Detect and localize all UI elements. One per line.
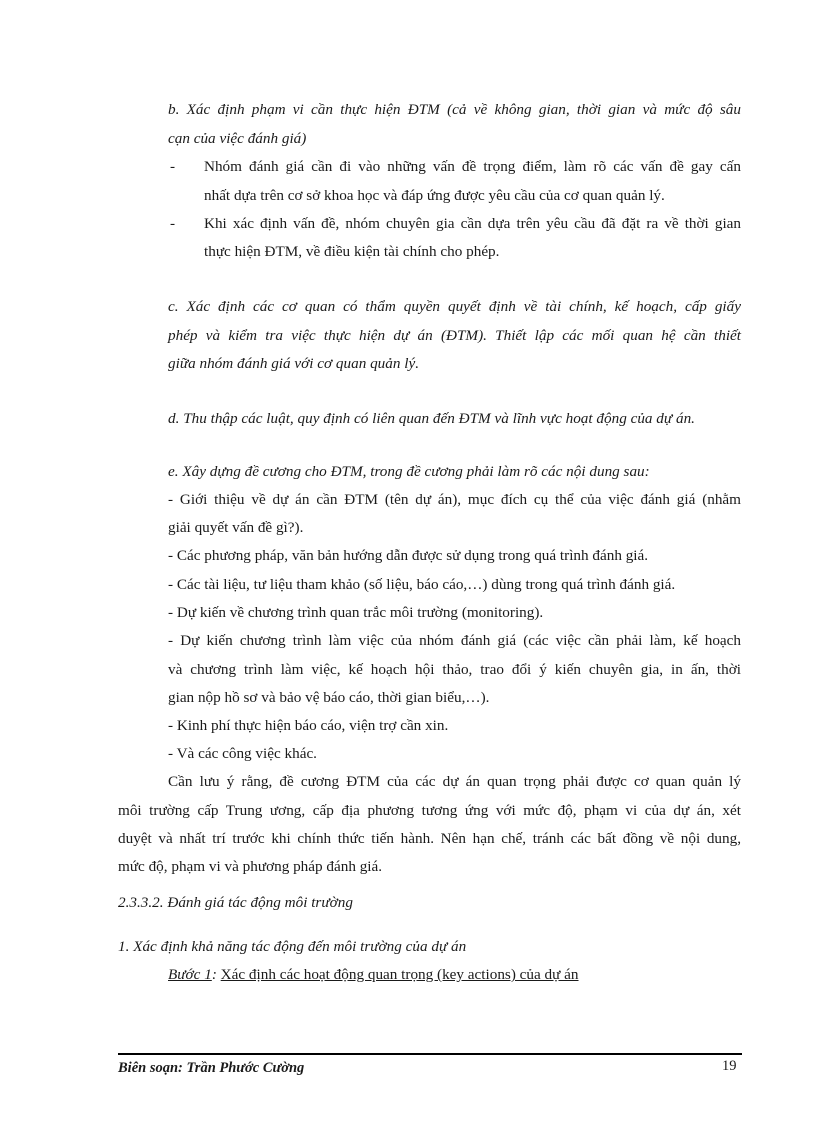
section-c-line-1: c. Xác định các cơ quan có thẩm quyền quyết định về tài chính, kế hoạch, cấp giấy <box>168 298 741 315</box>
section-e-item-3: - Các tài liệu, tư liệu tham khảo (số liệu, báo cáo,…) dùng trong quá trình đánh giá. <box>168 576 676 593</box>
section-e-title: e. Xây dựng đề cương cho ĐTM, trong đề cương phải làm rõ các nội dung sau: <box>168 463 650 480</box>
section-b-bullet-1-line-1: Nhóm đánh giá cần đi vào những vấn đề trọng điểm, làm rõ các vấn đề gay cấn <box>204 158 741 175</box>
bullet-dash: - <box>170 215 176 232</box>
section-e-item-4: - Dự kiến về chương trình quan trắc môi trường (monitoring). <box>168 604 544 621</box>
section-e-item-2: - Các phương pháp, văn bản hướng dẫn được sử dụng trong quá trình đánh giá. <box>168 547 649 564</box>
step-1-label: Bước 1 <box>168 966 212 983</box>
section-e-item-6: - Kinh phí thực hiện báo cáo, viện trợ cần xin. <box>168 717 449 734</box>
footer-author: Biên soạn: Trần Phước Cường <box>118 1060 305 1076</box>
paragraph-line-2: môi trường cấp Trung ương, cấp địa phương tương ứng với mức độ, phạm vi của dự án, xét <box>118 802 741 819</box>
section-b-bullet-2-line-2: thực hiện ĐTM, về điều kiện tài chính cho phép. <box>204 243 500 260</box>
footer-rule <box>118 1053 742 1055</box>
step-1-text: Xác định các hoạt động quan trọng (key actions) của dự án <box>220 966 579 983</box>
paragraph-line-4: mức độ, phạm vi và phương pháp đánh giá. <box>118 858 383 875</box>
section-b-bullet-1-line-2: nhất dựa trên cơ sở khoa học và đáp ứng được yêu cầu của cơ quan quản lý. <box>204 187 665 204</box>
numbered-heading: 1. Xác định khả năng tác động đến môi trường của dự án <box>118 938 467 955</box>
section-e-item-1-line-1: - Giới thiệu về dự án cần ĐTM (tên dự án), mục đích cụ thể của việc đánh giá (nhằm <box>168 491 741 508</box>
section-e-item-5-line-1: - Dự kiến chương trình làm việc của nhóm đánh giá (các việc cần phải làm, kế hoạch <box>168 632 741 649</box>
section-e-item-7: - Và các công việc khác. <box>168 745 317 762</box>
section-b-bullet-2-line-1: Khi xác định vấn đề, nhóm chuyên gia cần dựa trên yêu cầu đã đặt ra về thời gian <box>204 215 741 232</box>
bullet-dash: - <box>170 158 176 175</box>
section-e-item-5-line-3: gian nộp hồ sơ và bảo vệ báo cáo, thời gian biểu,…). <box>168 689 490 706</box>
section-e-item-1-line-2: giải quyết vấn đề gì?). <box>168 519 304 536</box>
paragraph-line-3: duyệt và nhất trí trước khi chính thức tiến hành. Nên hạn chế, tránh các bất đồng về nội dung, <box>118 830 741 847</box>
step-1-colon: : <box>211 966 217 983</box>
section-e-item-5-line-2: và chương trình làm việc, kế hoạch hội thảo, trao đổi ý kiến chuyên gia, in ấn, thời <box>168 661 741 678</box>
section-c-line-2: phép và kiểm tra việc thực hiện dự án (ĐTM). Thiết lập các mối quan hệ cần thiết <box>168 327 741 344</box>
section-b-title-line-1: b. Xác định phạm vi cần thực hiện ĐTM (cả về không gian, thời gian và mức độ sâu <box>168 101 741 118</box>
section-d-line-1: d. Thu thập các luật, quy định có liên quan đến ĐTM và lĩnh vực hoạt động của dự án. <box>168 410 695 427</box>
page-number: 19 <box>722 1058 737 1074</box>
paragraph-line-1: Cần lưu ý rằng, đề cương ĐTM của các dự án quan trọng phải được cơ quan quản lý <box>168 773 741 790</box>
section-c-line-3: giữa nhóm đánh giá với cơ quan quản lý. <box>168 355 420 372</box>
step-1-line <box>168 965 579 985</box>
section-b-title-line-2: cạn của việc đánh giá) <box>168 130 307 147</box>
subsection-heading: 2.3.3.2. Đánh giá tác động môi trường <box>118 894 353 911</box>
